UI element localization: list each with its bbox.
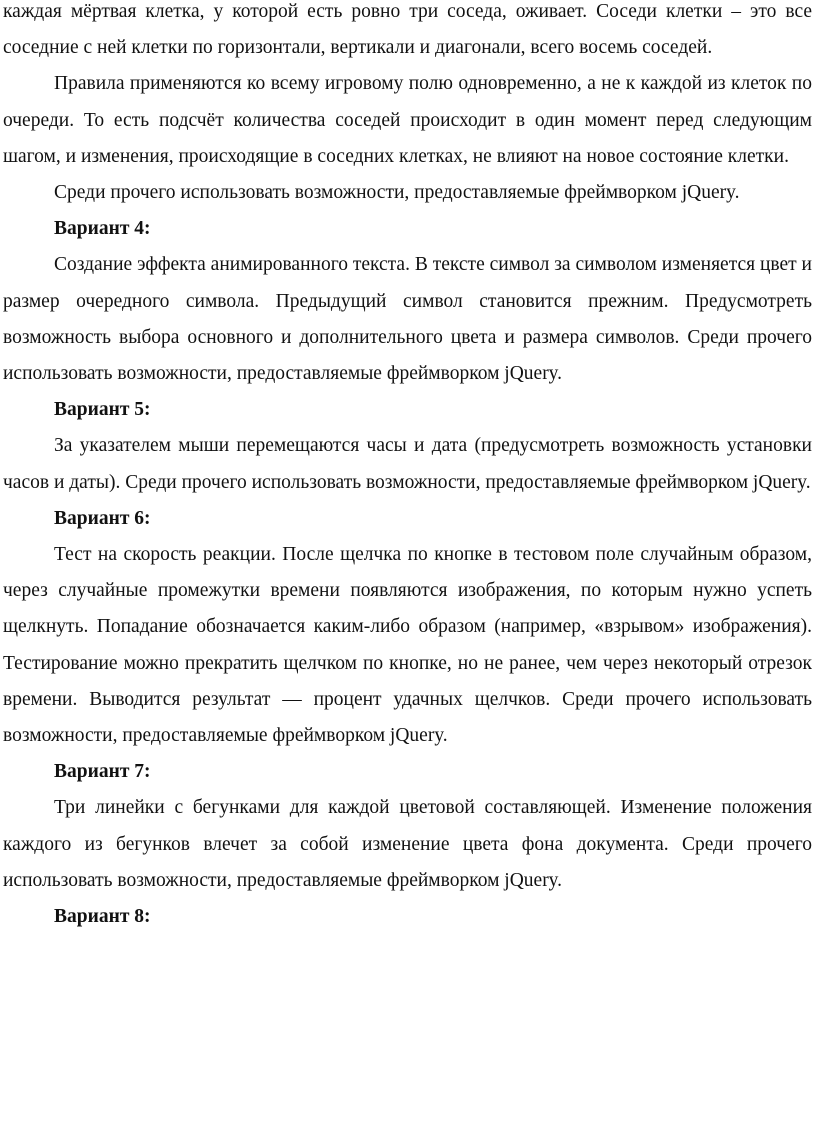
paragraph-simultaneous-rules: Правила применяются ко всему игровому полю одновременно, а не к каждой из клеток по очереди. То есть подсчёт количества соседей происходит в один момент перед следующим шагом, и изменения, происходящие в соседних клетках, не влияют на новое состояние клетки. [3, 73, 812, 167]
variant-5-text: За указателем мыши перемещаются часы и дата (предусмотреть возможность установки часов и даты). Среди прочего использовать возможности, предоставляемые фреймворком jQuery. [3, 435, 812, 493]
variant-8-heading: Вариант 8: [54, 906, 151, 928]
paragraph-game-of-life-rule: каждая мёртвая клетка, у которой есть ровно три соседа, оживает. Соседи клетки – это все соседние с ней клетки по горизонтали, вертикали и диагонали, всего восемь соседей. [3, 1, 812, 59]
paragraph-jquery-note: Среди прочего использовать возможности, предоставляемые фреймворком jQuery. [54, 182, 740, 204]
variant-4-text: Создание эффекта анимированного текста. В тексте символ за символом изменяется цвет и размер очередного символа. Предыдущий символ становится прежним. Предусмотреть возможность выбора основного и дополнительного цвета и размера символов. Среди прочего использовать возможности, предоставляемые фреймворком jQuery. [3, 254, 812, 385]
variant-4-heading: Вариант 4: [54, 218, 151, 240]
variant-5-heading: Вариант 5: [54, 399, 151, 421]
variant-6-text: Тест на скорость реакции. После щелчка по кнопке в тестовом поле случайным образом, через случайные промежутки времени появляются изображения, по которым нужно успеть щелкнуть. Попадание обозначается каким-либо образом (например, «взрывом» изображения). Тестирование можно прекратить щелчком по кнопке, но не ранее, чем через некоторый отрезок времени. Выводится результат — процент удачных щелчков. Среди прочего использовать возможности, предоставляемые фреймворком jQuery. [3, 544, 812, 747]
variant-7-heading: Вариант 7: [54, 761, 151, 783]
variant-7-text: Три линейки с бегунками для каждой цветовой составляющей. Изменение положения каждого из бегунков влечет за собой изменение цвета фона документа. Среди прочего использовать возможности, предоставляемые фреймворком jQuery. [3, 797, 812, 891]
variant-6-heading: Вариант 6: [54, 507, 151, 529]
